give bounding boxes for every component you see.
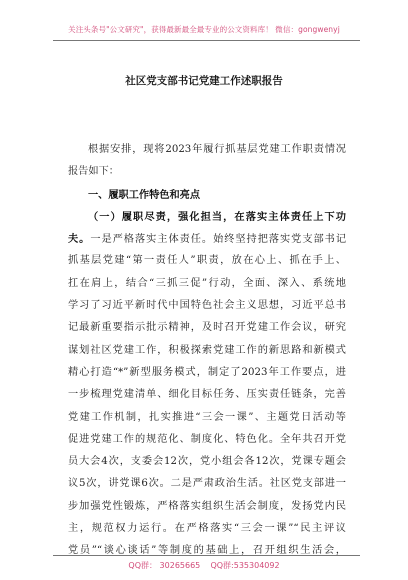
qq-group-1: QQ群： 30265665 <box>128 561 201 570</box>
paragraph-line: 议5次，讲党课6次。二是严肃政治生活。社区党支部进一 <box>68 478 346 490</box>
paragraph-line: 党建工作机制，扎实推进“三会一课”、主题党日活动等 <box>68 411 346 423</box>
paragraph-line: 促进党建工作的规范化、制度化、特色化。全年共召开党 <box>68 433 346 445</box>
section-heading: 一、履职工作特色和亮点 <box>88 188 201 201</box>
paragraph-line: 谋划社区党建工作，积极探索党建工作的新思路和新模式 <box>68 344 346 356</box>
footer-contacts <box>0 560 408 571</box>
paragraph-line: 精心打造“*”新型服务模式，制定了2023年工作要点，进 <box>68 366 346 378</box>
promo-banner: 关注头条号"公文研究"，获得最新最全最专业的公文资料库！ 微信：gongwenyj <box>68 25 340 34</box>
document-body <box>68 139 346 563</box>
subsection-heading: （一）履职尽责，强化担当，在落实主体责任上下功 <box>88 210 346 223</box>
paragraph-line: 学习了习近平新时代中国特色社会主义思想，习近平总书 <box>68 300 346 312</box>
paragraph-line: 报告如下： <box>68 166 119 178</box>
paragraph-line: 员大会4次，支委会12次，党小组会各12次，党课专题会 <box>68 456 346 468</box>
qq-group-2: QQ群:535304092 <box>210 561 280 570</box>
paragraph-line: 抓基层党建“第一责任人”职责，放在心上、抓在手上、 <box>68 255 346 267</box>
header-divider <box>53 40 360 41</box>
document-title: 社区党支部书记党建工作述职报告 <box>125 75 283 87</box>
paragraph-text: 一是严格落实主体责任。始终坚持把落实党支部书记 <box>90 234 346 246</box>
paragraph-line <box>68 228 346 250</box>
paragraph-line: 步加强党性锻炼，严格落实组织生活会制度，发扬党内民 <box>68 500 346 512</box>
paragraph-line: 主，规范权力运行。在严格落实“三会一课”“民主评议 <box>68 523 346 535</box>
subsection-heading-end: 夫。 <box>68 233 91 246</box>
paragraph-line: 一步梳理党建清单、细化目标任务、压实责任链条，完善 <box>68 389 346 401</box>
footer-divider <box>53 555 360 556</box>
paragraph-line: 记最新重要指示批示精神，及时召开党建工作会议，研究 <box>68 322 346 334</box>
paragraph-line: 党员”“谈心谈话”等制度的基础上，召开组织生活会， <box>68 545 346 557</box>
paragraph-line: 扛在肩上，结合“三抓三促”行动，全面、深入、系统地 <box>68 277 346 289</box>
paragraph-line: 根据安排，现将2023年履行抓基层党建工作职责情况 <box>88 144 346 155</box>
